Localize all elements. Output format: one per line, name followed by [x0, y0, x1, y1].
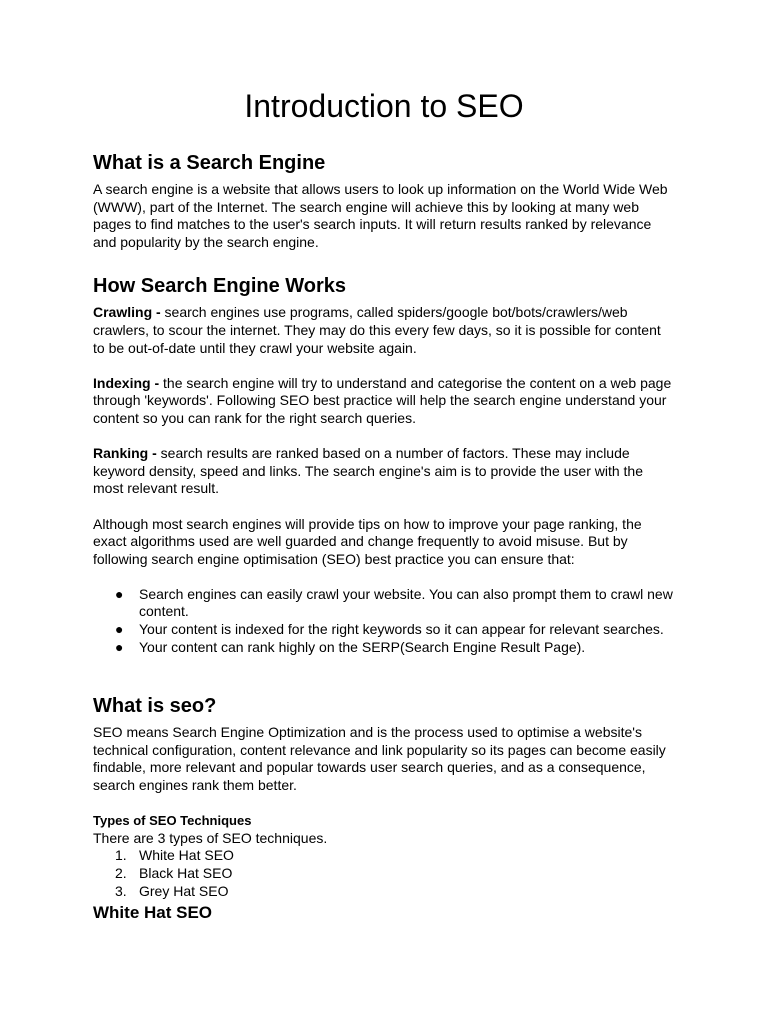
list-item	[115, 865, 675, 883]
ranking-text: search results are ranked based on a number of factors. These may include keyword density, speed and links. The search engine's aim is to provide the user with the most relevant result.	[93, 445, 644, 497]
section-heading-how-search-engine-works: How Search Engine Works	[93, 275, 347, 298]
list-item	[115, 638, 675, 657]
list-number: 3.	[115, 882, 127, 899]
list-number: 1.	[115, 847, 127, 864]
list-item-text: Your content can rank highly on the SERP(Search Engine Result Page).	[139, 638, 586, 655]
ranking-label: Ranking -	[93, 445, 157, 462]
paragraph-crawling	[93, 304, 675, 357]
list-item-text: Grey Hat SEO	[139, 882, 229, 899]
paragraph-types-intro: There are 3 types of SEO techniques.	[93, 829, 328, 846]
list-number: 2.	[115, 865, 127, 881]
numbered-list	[93, 847, 675, 900]
indexing-label: Indexing -	[93, 374, 160, 391]
bullet-list	[93, 586, 675, 656]
page-title: Introduction to SEO	[244, 88, 524, 124]
subheading-types-of-seo: Types of SEO Techniques	[93, 813, 252, 829]
list-item-text: Your content is indexed for the right keywords so it can appear for relevant searches.	[139, 621, 664, 638]
list-item-text: Search engines can easily crawl your website. You can also prompt them to crawl new content.	[139, 585, 673, 620]
paragraph-ranking	[93, 445, 675, 498]
section-heading-what-is-seo: What is seo?	[93, 695, 217, 718]
paragraph-what-is-seo: SEO means Search Engine Optimization and is the process used to optimise a website's technical configuration, content relevance and link popularity so its pages can become easily findable, more relevant and popular towards user search queries, and as a consequence, search engines rank them better.	[93, 724, 666, 794]
section-heading-white-hat-seo: White Hat SEO	[93, 903, 213, 923]
bullet-icon: ●	[115, 621, 124, 638]
list-item	[115, 585, 675, 621]
bullet-icon: ●	[115, 638, 124, 655]
indexing-text: the search engine will try to understand and categorise the content on a web page through 'keywords'. Following SEO best practice will help the search engine understand your content so you can rank for the right search queries.	[93, 374, 672, 426]
paragraph-although: Although most search engines will provide tips on how to improve your page ranking, the exact algorithms used are well guarded and change frequently to avoid misuse. But by following search engine optimisation (SEO) best practice you can ensure that:	[93, 515, 642, 567]
list-item	[115, 847, 675, 865]
crawling-text: search engines use programs, called spiders/google bot/bots/crawlers/web crawlers, to scour the internet. They may do this every few days, so it is possible for content to be out-of-date until they crawl your website again.	[93, 304, 661, 356]
list-item-text: White Hat SEO	[139, 847, 234, 864]
list-item	[115, 882, 675, 901]
bullet-icon: ●	[115, 585, 124, 602]
list-item	[115, 621, 675, 639]
section-heading-search-engine: What is a Search Engine	[93, 152, 326, 174]
list-item-text: Black Hat SEO	[139, 865, 233, 881]
paragraph-search-engine: A search engine is a website that allows users to look up information on the World Wide Web (WWW), part of the Internet. The search engine will achieve this by looking at many web pages to find matches to the user's search inputs. It will return results ranked by relevance and popularity by the search engine.	[93, 181, 668, 250]
crawling-label: Crawling -	[93, 304, 161, 321]
paragraph-indexing	[93, 375, 675, 428]
